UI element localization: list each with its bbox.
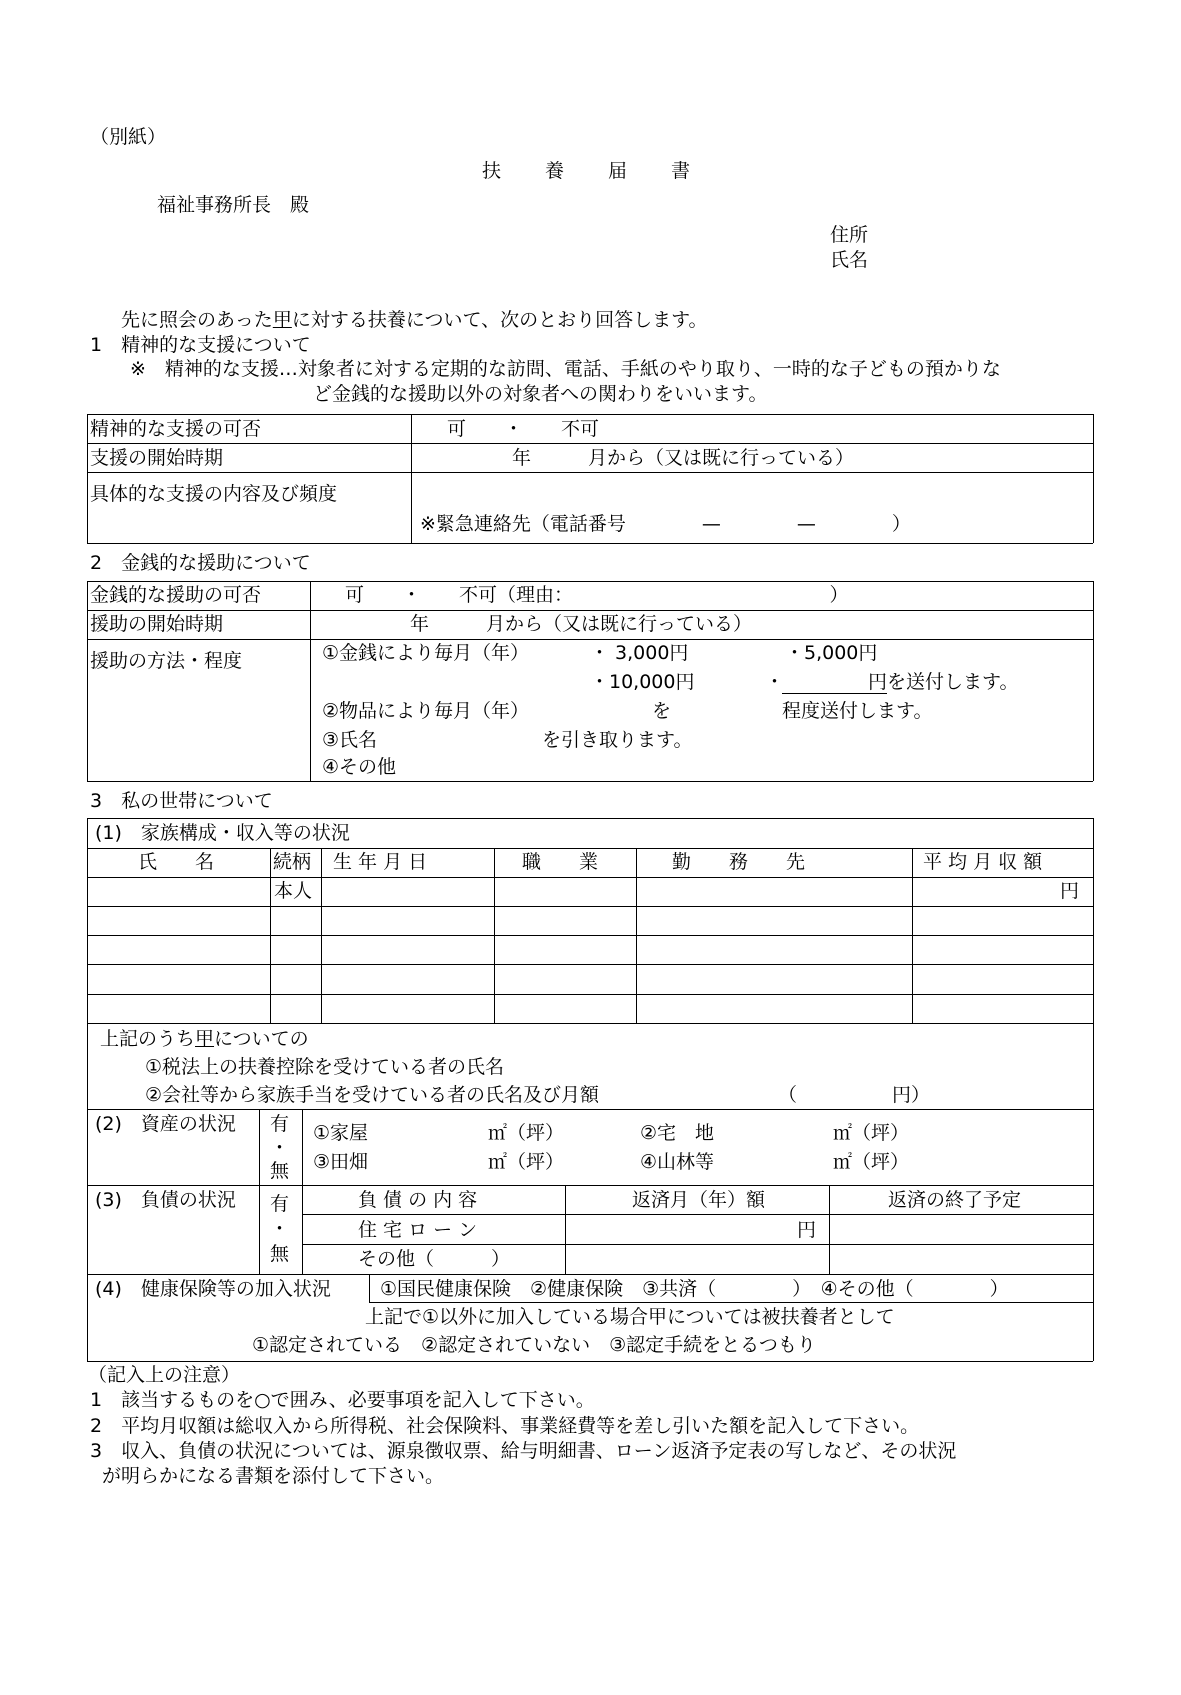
asset-unit: ㎡（坪） <box>488 1151 565 1173</box>
section3-heading: 3 私の世帯について <box>90 790 273 812</box>
option-3000[interactable]: ・ 3,000円 <box>590 642 689 664</box>
asset-unit: ㎡（坪） <box>488 1122 565 1144</box>
col-birthdate: 生 年 月 日 <box>333 851 428 873</box>
asset-land[interactable]: ②宅 地 <box>640 1122 715 1144</box>
amount-blank[interactable] <box>782 693 887 694</box>
financial-start-label: 援助の開始時期 <box>90 613 224 635</box>
emergency-contact[interactable]: ※緊急連絡先（電話番号 — — ） <box>420 513 911 535</box>
addressee: 福祉事務所長 殿 <box>157 194 310 216</box>
asset-unit: ㎡（坪） <box>833 1122 910 1144</box>
debt-yes[interactable]: 有 <box>270 1193 290 1215</box>
col-occupation: 職 業 <box>522 851 599 873</box>
method-money[interactable]: ①金銭により毎月（年） <box>322 642 530 664</box>
support-content-label: 具体的な支援の内容及び頻度 <box>90 483 338 505</box>
asset-field[interactable]: ③田畑 <box>313 1151 369 1173</box>
self-relation: 本人 <box>274 880 313 902</box>
support-possible-label: 精神的な支援の可否 <box>90 418 262 440</box>
asset-unit: ㎡（坪） <box>833 1151 910 1173</box>
insurance-note: 上記で①以外に加入している場合甲については被扶養者として <box>365 1306 895 1328</box>
assets-label: (2) 資産の状況 <box>95 1113 236 1135</box>
support-possible-value[interactable]: 可 ・ 不可 <box>447 418 600 440</box>
insurance-options[interactable]: ①国民健康保険 ②健康保険 ③共済（ ） ④その他（ ） <box>380 1278 1009 1300</box>
family-allowance-amount[interactable]: （ 円） <box>778 1084 931 1106</box>
assets-sep: ・ <box>270 1137 290 1159</box>
method-takein[interactable]: ③氏名 <box>322 729 378 751</box>
section2-heading: 2 金銭的な援助について <box>90 552 311 574</box>
debt-yen: 円 <box>797 1219 817 1241</box>
debt-col-content: 負 債 の 内 容 <box>358 1189 478 1211</box>
note-item: 2 平均月収額は総収入から所得税、社会保険料、事業経費等を差し引いた額を記入して下さい。 <box>90 1415 920 1437</box>
col-income: 平 均 月 収 額 <box>923 851 1043 873</box>
note-item-cont: が明らかになる書類を添付して下さい。 <box>102 1465 445 1487</box>
assets-no[interactable]: 無 <box>270 1160 290 1182</box>
takein-text: を引き取ります。 <box>542 729 693 751</box>
notes-heading: （記入上の注意） <box>88 1364 241 1386</box>
assets-yes[interactable]: 有 <box>270 1113 290 1135</box>
financial-possible-value[interactable]: 可 ・ 不可（理由： ） <box>345 584 849 606</box>
debt-other[interactable]: その他（ ） <box>358 1248 511 1270</box>
col-name: 氏 名 <box>138 851 215 873</box>
financial-possible-label: 金銭的な援助の可否 <box>90 584 262 606</box>
option-other-bullet: ・ <box>765 671 785 693</box>
debt-housing-loan: 住 宅 ロ ー ン <box>358 1219 478 1241</box>
support-start-label: 支援の開始時期 <box>90 447 224 469</box>
col-workplace: 勤 務 先 <box>672 851 806 873</box>
financial-method-label: 援助の方法・程度 <box>90 650 243 672</box>
note-item: 3 収入、負債の状況については、源泉徴収票、給与明細書、ローン返済予定表の写しなど、その状況 <box>90 1440 957 1462</box>
debt-no[interactable]: 無 <box>270 1243 290 1265</box>
method-goods[interactable]: ②物品により毎月（年） <box>322 700 530 722</box>
col-relation: 続柄 <box>273 851 312 873</box>
tax-dependent-name[interactable]: ①税法上の扶養控除を受けている者の氏名 <box>145 1056 505 1078</box>
section1-note: ※ 精神的な支援…対象者に対する定期的な訪問、電話、手紙のやり取り、一時的な子どもの預かりな <box>130 358 1001 380</box>
attachment-label: （別紙） <box>90 126 167 148</box>
debt-col-amount: 返済月（年）額 <box>632 1189 766 1211</box>
family-allowance[interactable]: ②会社等から家族手当を受けている者の氏名及び月額 <box>145 1084 600 1106</box>
note-item: 1 該当するものを○で囲み、必要事項を記入して下さい。 <box>90 1389 595 1411</box>
form-title: 扶 養 届 書 <box>482 160 691 182</box>
option-5000[interactable]: ・5,000円 <box>785 642 878 664</box>
kou-heading: 上記のうち甲についての <box>100 1028 309 1050</box>
section1-heading: 1 精神的な支援について <box>90 334 311 356</box>
method-other[interactable]: ④その他 <box>322 756 397 778</box>
debt-sep: ・ <box>270 1218 290 1240</box>
insurance-label: (4) 健康保険等の加入状況 <box>95 1278 331 1300</box>
debt-label: (3) 負債の状況 <box>95 1189 236 1211</box>
asset-house[interactable]: ①家屋 <box>313 1122 369 1144</box>
address-label[interactable]: 住所 <box>830 224 869 246</box>
family-section-label: (1) 家族構成・収入等の状況 <box>95 822 350 844</box>
section1-note-cont: ど金銭的な援助以外の対象者への関わりをいいます。 <box>313 383 768 405</box>
goods-send-text: 程度送付します。 <box>782 700 933 722</box>
debt-col-end: 返済の終了予定 <box>888 1189 1022 1211</box>
intro-text: 先に照会のあった甲に対する扶養について、次のとおり回答します。 <box>121 309 708 331</box>
name-label[interactable]: 氏名 <box>830 249 869 271</box>
financial-start-value[interactable]: 年 月から（又は既に行っている） <box>410 613 753 635</box>
option-10000[interactable]: ・10,000円 <box>590 671 695 693</box>
support-start-value[interactable]: 年 月から（又は既に行っている） <box>512 447 855 469</box>
asset-forest[interactable]: ④山林等 <box>640 1151 715 1173</box>
income-yen: 円 <box>1060 880 1080 902</box>
send-text: 円を送付します。 <box>868 671 1019 693</box>
dependent-status-options[interactable]: ①認定されている ②認定されていない ③認定手続をとるつもり <box>252 1334 816 1356</box>
goods-particle: を <box>652 700 672 722</box>
